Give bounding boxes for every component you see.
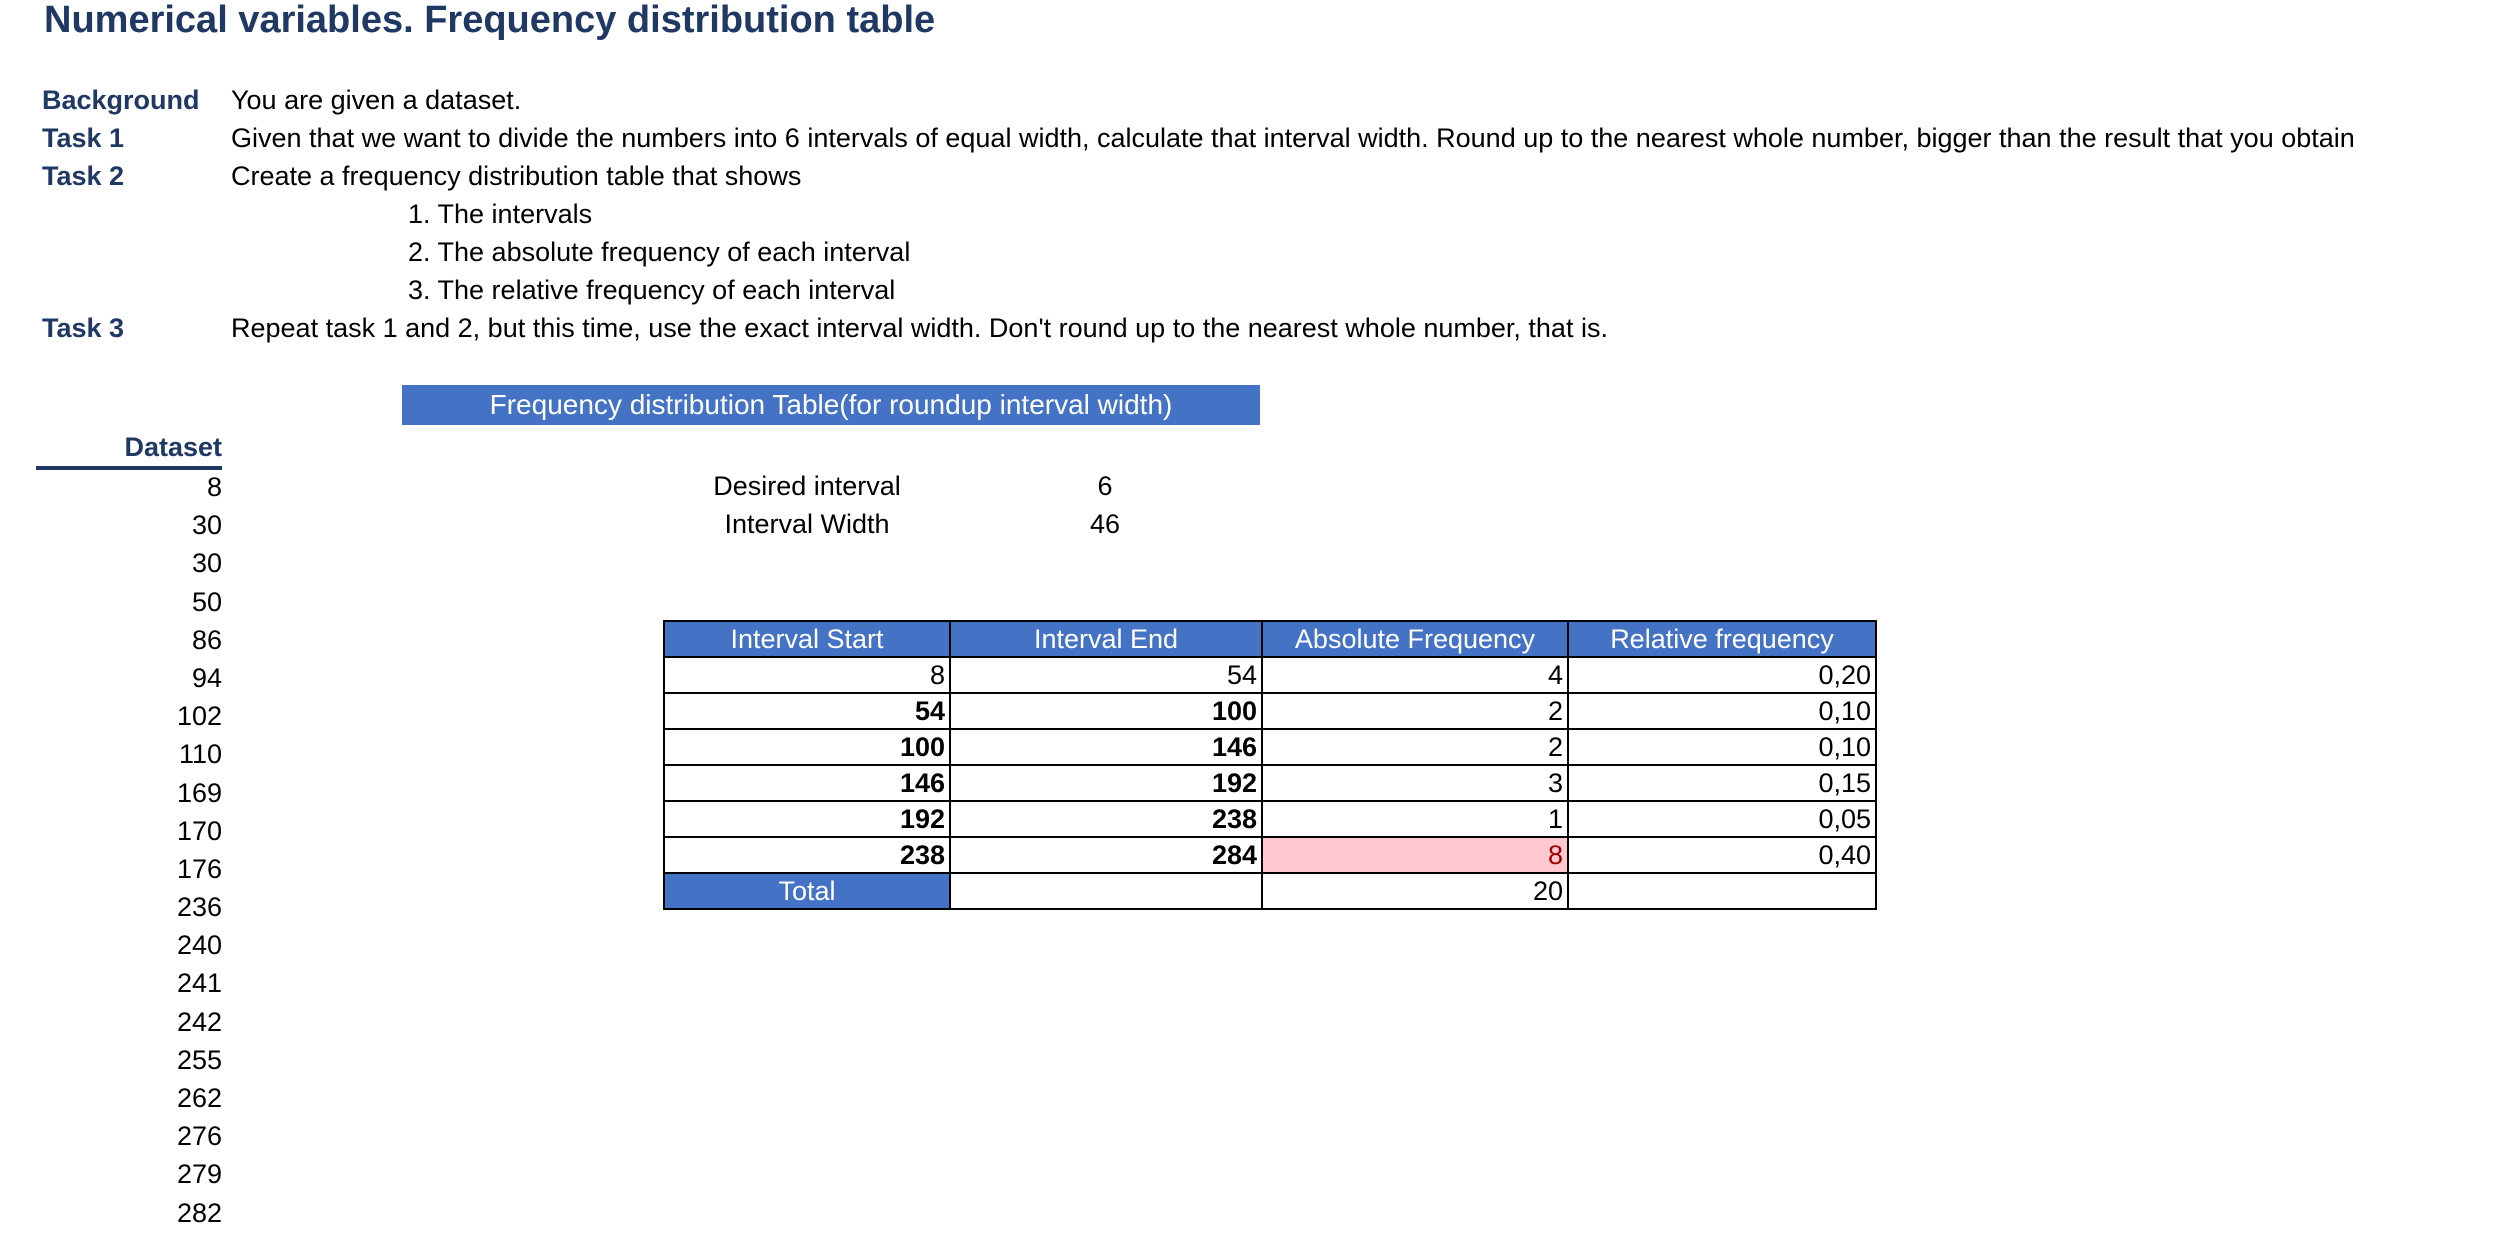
column-header-interval-end[interactable]: Interval End — [950, 621, 1262, 657]
absolute-frequency-cell[interactable]: 4 — [1262, 657, 1568, 693]
task2-label: Task 2 — [42, 161, 125, 191]
absolute-frequency-cell[interactable]: 2 — [1262, 693, 1568, 729]
dataset-list — [36, 468, 222, 1232]
task2-text: Create a frequency distribution table that shows — [231, 161, 802, 191]
interval-end-cell[interactable]: 238 — [950, 801, 1262, 837]
interval-start-cell[interactable]: 146 — [664, 765, 950, 801]
column-header-absolute-frequency[interactable]: Absolute Frequency — [1262, 621, 1568, 657]
dataset-cell[interactable]: 276 — [176, 1121, 222, 1152]
frequency-table — [663, 620, 1877, 910]
dataset-cell[interactable]: 255 — [176, 1044, 222, 1075]
dataset-cell[interactable]: 30 — [191, 548, 222, 579]
dataset-cell[interactable]: 240 — [176, 930, 222, 961]
table-row — [664, 765, 1876, 801]
table-banner: Frequency distribution Table(for roundup interval width) — [402, 385, 1260, 425]
interval-end-cell[interactable]: 192 — [950, 765, 1262, 801]
dataset-cell[interactable]: 94 — [191, 662, 222, 693]
interval-start-cell[interactable]: 192 — [664, 801, 950, 837]
interval-end-cell[interactable]: 284 — [950, 837, 1262, 873]
absolute-frequency-cell[interactable]: 3 — [1262, 765, 1568, 801]
dataset-cell[interactable]: 86 — [191, 624, 222, 655]
dataset-header: Dataset — [36, 428, 222, 470]
interval-start-cell[interactable]: 238 — [664, 837, 950, 873]
table-row — [664, 837, 1876, 873]
table-row — [664, 693, 1876, 729]
dataset-cell[interactable]: 30 — [191, 510, 222, 541]
relative-frequency-cell[interactable]: 0,20 — [1568, 657, 1876, 693]
dataset-cell[interactable]: 282 — [176, 1197, 222, 1228]
interval-start-cell[interactable]: 8 — [664, 657, 950, 693]
interval-start-cell[interactable]: 100 — [664, 729, 950, 765]
task1-label: Task 1 — [42, 123, 125, 153]
table-header-row — [664, 621, 1876, 657]
table-row — [664, 801, 1876, 837]
dataset-cell[interactable]: 241 — [176, 968, 222, 999]
table-row — [664, 657, 1876, 693]
absolute-frequency-cell-highlighted[interactable]: 8 — [1262, 837, 1568, 873]
dataset-cell[interactable]: 50 — [191, 586, 222, 617]
relative-frequency-cell[interactable]: 0,10 — [1568, 693, 1876, 729]
column-header-interval-start[interactable]: Interval Start — [664, 621, 950, 657]
total-absolute-frequency-cell[interactable]: 20 — [1262, 873, 1568, 909]
dataset-cell[interactable]: 8 — [206, 472, 222, 502]
total-row — [664, 873, 1876, 909]
absolute-frequency-cell[interactable]: 2 — [1262, 729, 1568, 765]
interval-end-cell[interactable]: 100 — [950, 693, 1262, 729]
table-row — [664, 729, 1876, 765]
dataset-cell[interactable]: 279 — [176, 1159, 222, 1190]
task2-item: 3. The relative frequency of each interval — [408, 275, 896, 305]
task1-text: Given that we want to divide the numbers into 6 intervals of equal width, calculate that interval width. Round up to the nearest whole number, bigger than the result that you obtain — [231, 123, 2355, 153]
relative-frequency-cell[interactable]: 0,15 — [1568, 765, 1876, 801]
relative-frequency-cell[interactable]: 0,05 — [1568, 801, 1876, 837]
page-title: Numerical variables. Frequency distribution table — [44, 0, 936, 41]
dataset-cell[interactable]: 242 — [176, 1006, 222, 1037]
empty-cell[interactable] — [1568, 873, 1876, 909]
task3-label: Task 3 — [42, 313, 125, 343]
interval-width-label: Interval Width — [724, 509, 890, 539]
dataset-cell[interactable]: 262 — [176, 1083, 222, 1113]
dataset-cell[interactable]: 110 — [178, 739, 222, 770]
dataset-cell[interactable]: 169 — [176, 777, 222, 808]
desired-interval-label: Desired interval — [713, 471, 901, 501]
relative-frequency-cell[interactable]: 0,40 — [1568, 837, 1876, 873]
dataset-cell[interactable]: 170 — [176, 815, 222, 846]
interval-end-cell[interactable]: 146 — [950, 729, 1262, 765]
absolute-frequency-cell[interactable]: 1 — [1262, 801, 1568, 837]
dataset-cell[interactable]: 176 — [176, 853, 222, 884]
interval-end-cell[interactable]: 54 — [950, 657, 1262, 693]
background-label: Background — [42, 85, 200, 115]
dataset-cell[interactable]: 102 — [176, 701, 222, 732]
background-text: You are given a dataset. — [231, 85, 522, 115]
interval-width-value[interactable]: 46 — [1089, 509, 1121, 539]
column-header-relative-frequency[interactable]: Relative frequency — [1568, 621, 1876, 657]
relative-frequency-cell[interactable]: 0,10 — [1568, 729, 1876, 765]
desired-interval-value[interactable]: 6 — [1097, 471, 1113, 501]
interval-start-cell[interactable]: 54 — [664, 693, 950, 729]
dataset-cell[interactable]: 236 — [176, 892, 222, 923]
task3-text: Repeat task 1 and 2, but this time, use the exact interval width. Don't round up to the nearest whole number, that is. — [231, 313, 1608, 343]
task2-item: 2. The absolute frequency of each interval — [408, 237, 911, 267]
total-label-cell[interactable]: Total — [664, 873, 950, 909]
task2-item: 1. The intervals — [408, 199, 593, 229]
empty-cell[interactable] — [950, 873, 1262, 909]
